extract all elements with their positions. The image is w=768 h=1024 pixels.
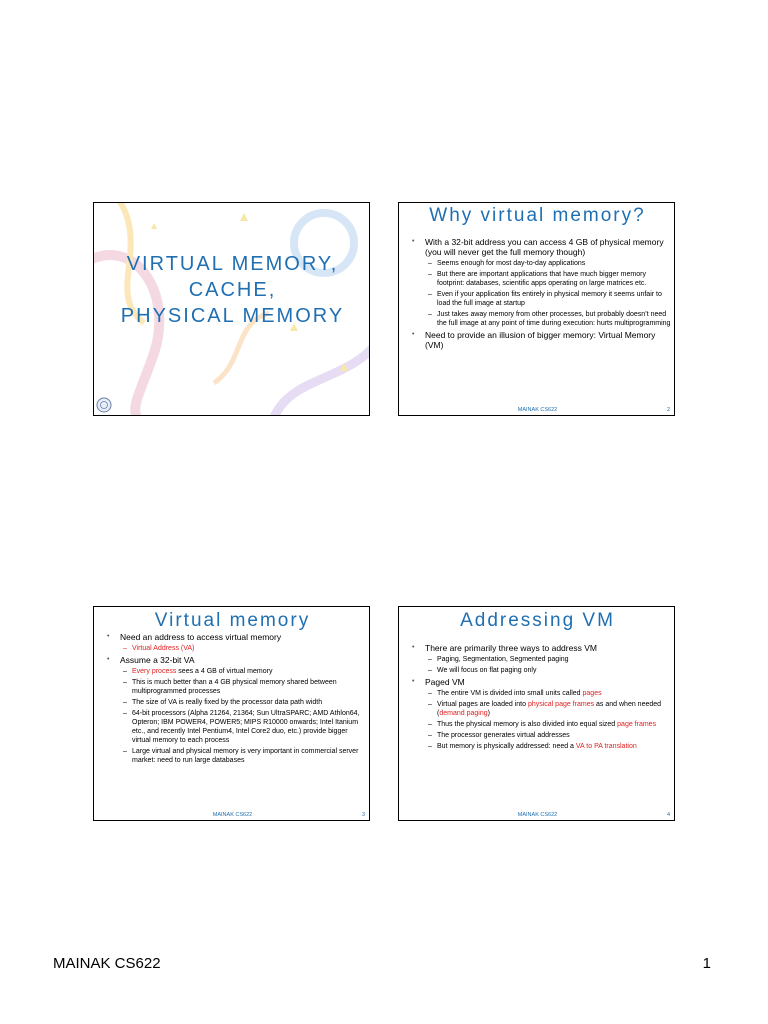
sub-bullet: – 64-bit processors (Alpha 21264, 21364; Sun UltraSPARC; AMD Athlon64, Opteron; IBM POWER4, POWER5; MIPS R10000 onwards; Intel Itanium etc., and recently Intel Pentium4, Intel Core2 duo, etc.) provide bigger virtual memory to each process [104,709,368,745]
sub-bullet [409,720,673,729]
slide-1-title [94,251,370,329]
title-line-2: CACHE, [188,279,277,301]
sub-bullet: – Virtual Address (VA) [104,644,368,653]
slide-3-body [104,632,368,767]
bullet: • There are primarily three ways to address VM [409,643,673,653]
slide-2 [398,202,675,416]
bullet: • Paged VM [409,677,673,687]
sub-bullet: – But there are important applications that have much bigger memory footprint: databases, scientific apps operating on large matrices etc. [409,270,673,288]
bullet: • Assume a 32-bit VA [104,655,368,665]
bullet: • With a 32-bit address you can access 4 GB of physical memory (you will never get the full memory though) [409,237,673,257]
title-line-3: PHYSICAL MEMORY [120,305,345,327]
institute-seal-icon [96,397,112,413]
sub-bullet: – This is much better than a 4 GB physical memory shared between multiprogrammed processes [104,678,368,696]
highlight-text: demand paging [439,710,488,717]
slide-footer-text: MAINAK CS622 [517,407,558,413]
sub-bullet: – Large virtual and physical memory is very important in commercial server market: need to run large databases [104,747,368,765]
slide-4-body [409,643,673,753]
slide-footer-text: MAINAK CS622 [212,812,253,818]
page-number: 1 [702,955,711,972]
slide-4 [398,606,675,821]
sub-bullet [409,689,673,698]
slide-number: 3 [361,812,365,818]
sub-bullet [409,700,673,718]
slide-footer-text: MAINAK CS622 [517,812,558,818]
slide-number: 2 [666,407,670,413]
sub-bullet: – We will focus on flat paging only [409,666,673,675]
text: The entire VM is divided into small units called [437,690,583,697]
highlight-text: pages [582,690,602,697]
slide-2-title: Why virtual memory? [429,205,646,226]
sub-bullet: – The size of VA is really fixed by the processor data path width [104,698,368,707]
sub-bullet: – Even if your application fits entirely in physical memory it seems unfair to load the full image at startup [409,290,673,308]
text: But memory is physically addressed: need a [437,743,576,750]
sub-bullet [104,667,368,676]
sub-bullet: – Seems enough for most day-to-day applications [409,259,673,268]
sub-bullet [409,742,673,751]
title-line-1: VIRTUAL MEMORY, [126,253,339,275]
slide-3-title: Virtual memory [154,610,311,631]
slide-2-body [409,237,673,352]
text: Virtual pages are loaded into [437,701,528,708]
highlight-text: VA to PA translation [575,743,637,750]
highlight-text: physical page frames [527,701,595,708]
slide-3 [93,606,370,821]
slide-4-title: Addressing VM [460,610,615,631]
text: as and when needed ( [437,701,662,717]
sub-bullet: – The processor generates virtual addresses [409,731,673,740]
page-footer-author: MAINAK CS622 [53,955,161,972]
highlight-text: page frames [617,721,657,728]
slide-number: 4 [666,812,670,818]
text: sees a 4 GB of virtual memory [176,668,273,675]
bullet: • Need an address to access virtual memory [104,632,368,642]
sub-bullet: – Paging, Segmentation, Segmented paging [409,655,673,664]
highlight-text: Every process [132,668,177,675]
text: Thus the physical memory is also divided into equal sized [437,721,618,728]
text: ) [487,710,490,717]
bullet: • Need to provide an illusion of bigger memory: Virtual Memory (VM) [409,330,673,350]
sub-bullet: – Just takes away memory from other processes, but probably doesn’t need the full image at any point of time during execution: hurts multiprogramming [409,310,673,328]
slide-1 [93,202,370,416]
